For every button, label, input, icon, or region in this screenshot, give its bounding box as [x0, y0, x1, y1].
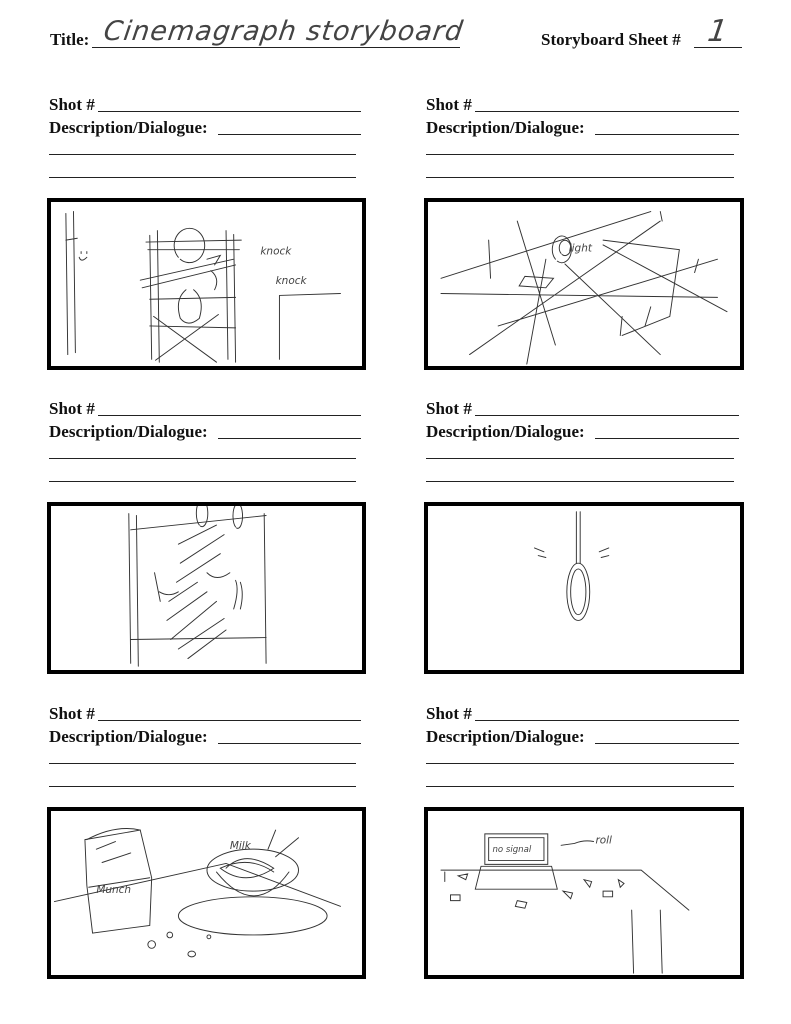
description-field[interactable] — [595, 438, 739, 439]
shot-field[interactable] — [475, 720, 739, 721]
title-label: Title: — [50, 30, 90, 49]
shot-label: Shot # — [49, 704, 95, 723]
description-field[interactable] — [218, 134, 361, 135]
shot-label: Shot # — [426, 399, 472, 418]
sketch-drawing — [428, 202, 740, 366]
description-label: Description/Dialogue: — [49, 118, 208, 137]
sketch-frame — [47, 198, 366, 370]
description-field[interactable] — [218, 743, 361, 744]
sketch-note: light — [568, 242, 592, 255]
shot-label: Shot # — [426, 95, 472, 114]
description-label: Description/Dialogue: — [426, 422, 585, 441]
sketch-drawing — [51, 202, 362, 366]
sketch-note: Munch — [96, 884, 132, 896]
sketch-note: Milk — [229, 840, 251, 853]
description-line[interactable] — [426, 458, 734, 459]
description-label: Description/Dialogue: — [49, 422, 208, 441]
description-line[interactable] — [426, 154, 734, 155]
description-line[interactable] — [49, 786, 356, 787]
description-line[interactable] — [426, 763, 734, 764]
sketch-frame — [424, 198, 744, 370]
sketch-note: roll — [595, 834, 612, 847]
sheet-number-label: Storyboard Sheet # — [541, 30, 681, 49]
sketch-frame — [47, 807, 366, 979]
description-line[interactable] — [49, 458, 356, 459]
sketch-note: knock — [275, 275, 307, 287]
shot-label: Shot # — [426, 704, 472, 723]
sketch-drawing — [51, 811, 362, 975]
sketch-drawing — [428, 506, 740, 670]
sketch-frame — [47, 502, 366, 674]
sketch-note: knock — [260, 245, 292, 258]
description-line[interactable] — [426, 177, 734, 178]
sketch-frame — [424, 502, 744, 674]
description-line[interactable] — [49, 154, 356, 155]
sketch-drawing — [428, 811, 740, 975]
shot-field[interactable] — [475, 111, 739, 112]
description-field[interactable] — [218, 438, 361, 439]
shot-field[interactable] — [98, 111, 361, 112]
sketch-drawing — [51, 506, 362, 670]
shot-field[interactable] — [98, 415, 361, 416]
description-label: Description/Dialogue: — [49, 727, 208, 746]
title-underline — [92, 47, 460, 48]
shot-field[interactable] — [475, 415, 739, 416]
description-line[interactable] — [49, 763, 356, 764]
shot-label: Shot # — [49, 95, 95, 114]
description-line[interactable] — [49, 177, 356, 178]
description-label: Description/Dialogue: — [426, 727, 585, 746]
description-line[interactable] — [49, 481, 356, 482]
description-field[interactable] — [595, 134, 739, 135]
description-label: Description/Dialogue: — [426, 118, 585, 137]
sheet-number-value[interactable]: 1 — [705, 14, 731, 49]
shot-label: Shot # — [49, 399, 95, 418]
description-field[interactable] — [595, 743, 739, 744]
shot-field[interactable] — [98, 720, 361, 721]
description-line[interactable] — [426, 786, 734, 787]
sketch-frame — [424, 807, 744, 979]
description-line[interactable] — [426, 481, 734, 482]
title-value[interactable]: Cinemagraph storyboard — [101, 16, 466, 47]
sketch-note: no signal — [492, 845, 532, 855]
